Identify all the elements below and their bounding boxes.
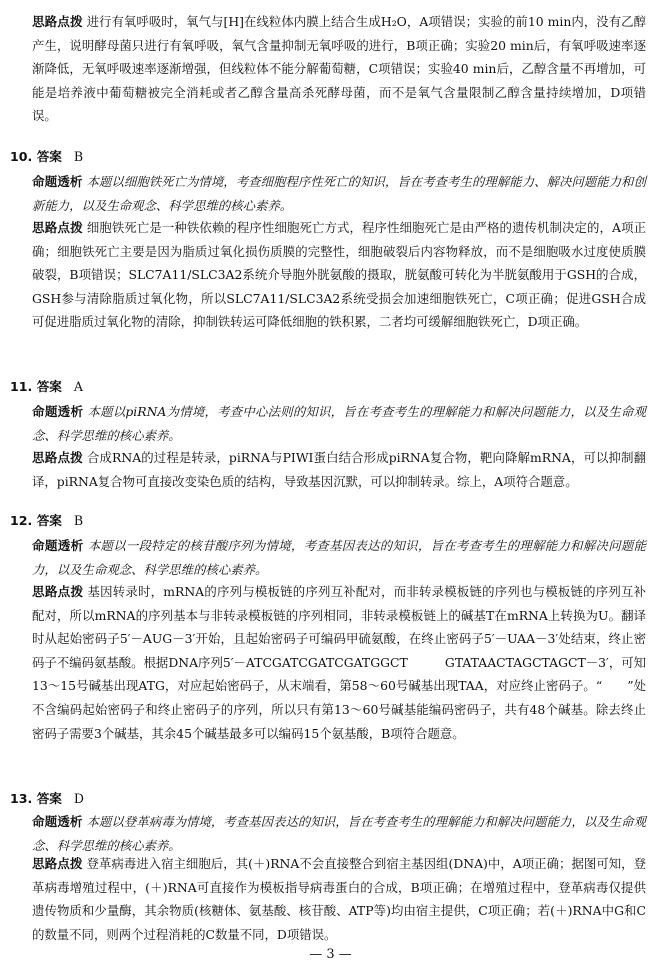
page-number: — 3 — xyxy=(309,947,352,962)
q10-answer xyxy=(10,148,83,166)
q11-hint-text: 合成RNA的过程是转录，piRNA与PIWI蛋白结合形成piRNA复合物，靶向降解mRNA，可以抑制翻译，piRNA复合物可直接改变染色质的结构，导致基因沉默，可以抑制转录。综上，A项符合题意。 xyxy=(32,450,646,489)
q13-analysis-label: 命题透析 xyxy=(32,814,83,829)
q12-hint-text: 基因转录时，mRNA的序列与模板链的序列互补配对，而非转录模板链的序列也与模板链的序列互补配对，所以mRNA的序列基本与非转录模板链的序列相同，非转录模板链上的碱基T在mRNA上转换为U。翻译时从起始密码子5′－AUG－3′开始，且起始密码子可编码甲硫氨酸，在终止密码子5′－UAA－3′处结束，终止密码子不编码氨基酸。根据DNA序列5′－ATCGATCGATCGATGGCT GTATAACTAGCTAGCT－3′，可知13～15号碱基出现ATG，对应起始密码子，从末端看，第58～60号碱基出现TAA，对应终止密码子。“ ”处不含编码起始密码子和终止密码子的序列，所以只有第13～60号碱基能编码密码子，共有48个碱基。除去终止密码子需要3个碱基，其余45个碱基最多可以编码15个氨基酸，B项符合题意。 xyxy=(32,584,646,741)
q10-hint-label: 思路点拨 xyxy=(32,220,83,235)
q10-answer-label: 10. 答案 xyxy=(10,149,62,164)
q10-hint xyxy=(32,216,646,334)
q13-answer xyxy=(10,790,84,808)
q12-hint xyxy=(32,580,646,745)
q12-hint-label: 思路点拨 xyxy=(32,584,84,599)
q11-analysis-label: 命题透析 xyxy=(32,404,84,419)
q13-hint-text: 登革病毒进入宿主细胞后，其(＋)RNA不会直接整合到宿主基因组(DNA)中，A项正确；据图可知，登革病毒增殖过程中，(＋)RNA可直接作为模板指导病毒蛋白的合成，B项正确；在增殖过程中，登革病毒仅提供遗传物质和少量酶，其余物质(核糖体、氨基酸、核苷酸、ATP等)均由宿主提供，C项正确；若(＋)RNA中G和C的数量不同，则两个过程消耗的C数量不同，D项错误。 xyxy=(32,856,646,942)
q11-analysis xyxy=(32,400,646,447)
q12-answer-value: B xyxy=(73,513,84,528)
q10-analysis-text: 本题以细胞铁死亡为情境，考查细胞程序性死亡的知识，旨在考查考生的理解能力、解决问题能力和创新能力，以及生命观念、科学思维的核心素养。 xyxy=(32,174,646,213)
q13-hint-label: 思路点拨 xyxy=(32,856,83,871)
q11-analysis-text: 本题以piRNA为情境，考查中心法则的知识，旨在考查考生的理解能力和解决问题能力，以及生命观念、科学思维的核心素养。 xyxy=(32,404,646,443)
q12-analysis xyxy=(32,534,646,581)
q11-hint xyxy=(32,446,646,493)
q12-answer-label: 12. 答案 xyxy=(10,513,62,528)
q13-analysis xyxy=(32,810,646,857)
q10-hint-text: 细胞铁死亡是一种铁依赖的程序性细胞死亡方式，程序性细胞死亡是由严格的遗传机制决定的，A项正确；细胞铁死亡主要是因为脂质过氧化损伤质膜的完整性，细胞破裂后内容物释放，而不是细胞吸水过度使质膜破裂，B项错误；SLC7A11/SLC3A2系统介导胞外胱氨酸的摄取，胱氨酸可转化为半胱氨酸用于GSH的合成，GSH参与清除脂质过氧化物，所以SLC7A11/SLC3A2系统受损会加速细胞铁死亡，C项正确；促进GSH合成可促进脂质过氧化物的清除，抑制铁转运可降低细胞的铁积累，二者均可缓解细胞铁死亡，D项正确。 xyxy=(32,220,646,330)
q9-hint-text: 进行有氧呼吸时，氧气与[H]在线粒体内膜上结合生成H₂O，A项错误；实验的前10 min内，没有乙醇产生，说明酵母菌只进行有氧呼吸，氧气含量抑制无氧呼吸的进行，B项正确；实验20 min后，有氧呼吸速率逐渐降低，无氧呼吸速率逐渐增强，但线粒体不能分解葡萄糖，C项错误；实验40 min后，乙醇含量不再增加，可能是培养液中葡萄糖被完全消耗或者乙醇含量高杀死酵母菌，而不是氧气含量限制乙醇含量持续增加，D项错误。 xyxy=(32,14,646,124)
q12-analysis-label: 命题透析 xyxy=(32,538,84,553)
q13-answer-label: 13. 答案 xyxy=(10,791,62,806)
q11-answer-label: 11. 答案 xyxy=(10,379,62,394)
q11-answer-value: A xyxy=(73,379,83,394)
q10-analysis-label: 命题透析 xyxy=(32,174,83,189)
q13-answer-value: D xyxy=(73,791,84,806)
q11-answer xyxy=(10,378,83,396)
q10-analysis xyxy=(32,170,646,217)
q13-hint xyxy=(32,852,646,946)
q11-hint-label: 思路点拨 xyxy=(32,450,83,465)
q13-analysis-text: 本题以登革病毒为情境，考查基因表达的知识，旨在考查考生的理解能力和解决问题能力，以及生命观念、科学思维的核心素养。 xyxy=(32,814,646,853)
q12-answer xyxy=(10,512,83,530)
q9-hint-label: 思路点拨 xyxy=(32,14,83,29)
q10-answer-value: B xyxy=(73,149,84,164)
q12-analysis-text: 本题以一段特定的核苷酸序列为情境，考查基因表达的知识，旨在考查考生的理解能力和解决问题能力，以及生命观念、科学思维的核心素养。 xyxy=(32,538,647,577)
q9-hint xyxy=(32,10,646,128)
